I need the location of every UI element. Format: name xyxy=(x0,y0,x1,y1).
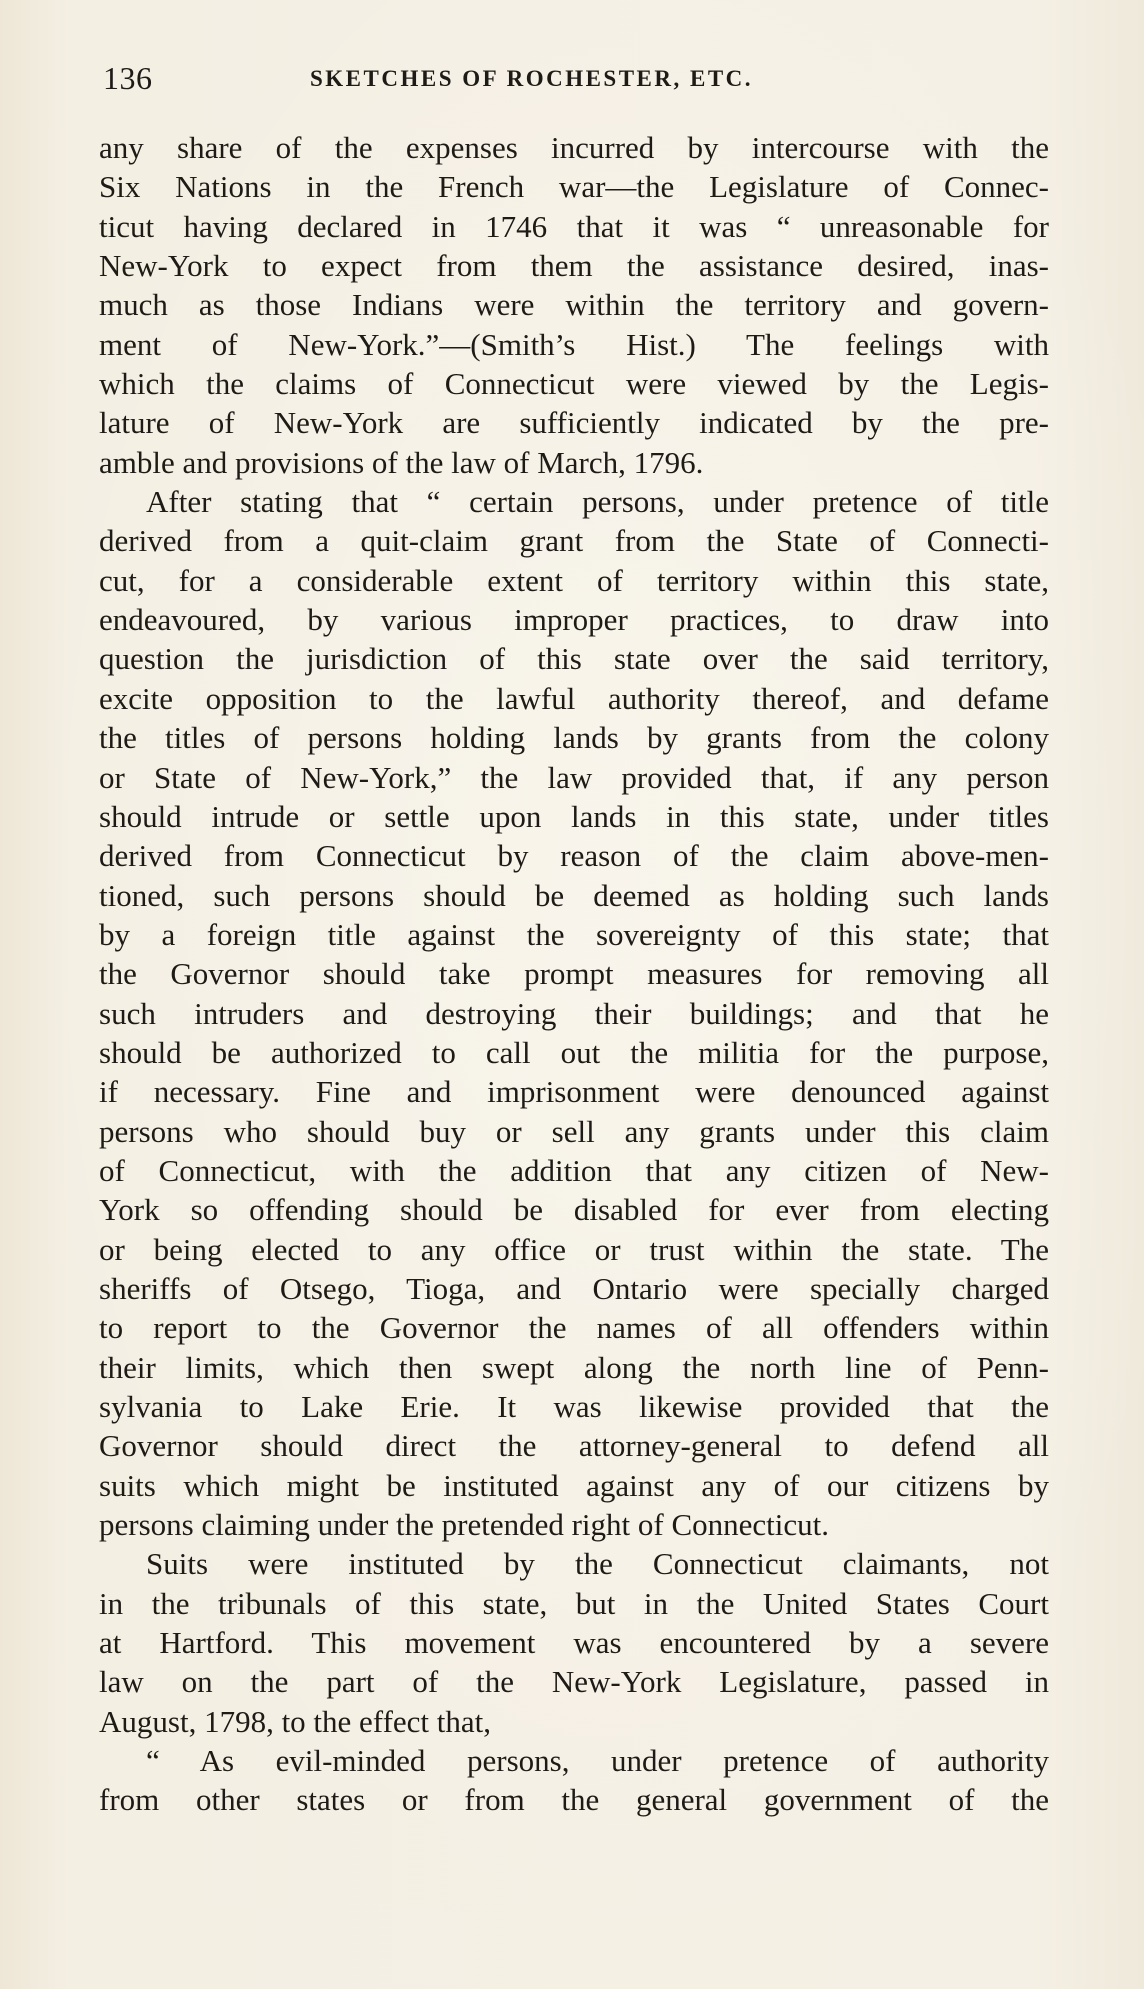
page-header xyxy=(100,58,1045,98)
text-line: the Governor should take prompt measures for removing all xyxy=(99,956,1049,992)
text-line: August, 1798, to the effect that, xyxy=(99,1703,492,1739)
text-line: Governor should direct the attorney-general to defend all xyxy=(99,1428,1049,1464)
text-line: which the claims of Connecticut were viewed by the Legis- xyxy=(99,366,1049,402)
text-line: derived from a quit-claim grant from the State of Connecti- xyxy=(99,523,1049,559)
text-line: to report to the Governor the names of all offenders within xyxy=(99,1310,1049,1346)
text-line: law on the part of the New-York Legislature, passed in xyxy=(99,1664,1049,1700)
text-line: at Hartford. This movement was encountered by a severe xyxy=(99,1625,1049,1661)
body-text xyxy=(99,128,1049,1820)
text-line: New-York to expect from them the assistance desired, inas- xyxy=(99,248,1049,284)
text-line: persons who should buy or sell any grants under this claim xyxy=(99,1113,1049,1149)
text-line: the titles of persons holding lands by grants from the colony xyxy=(99,720,1049,756)
text-line: Suits were instituted by the Connecticut claimants, not xyxy=(146,1546,1049,1582)
text-line: ticut having declared in 1746 that it was “ unreasonable for xyxy=(99,208,1049,244)
text-line: cut, for a considerable extent of territory within this state, xyxy=(99,562,1049,598)
text-line: suits which might be instituted against any of our citizens by xyxy=(99,1467,1049,1503)
text-line: or being elected to any office or trust within the state. The xyxy=(99,1231,1049,1267)
text-line: derived from Connecticut by reason of the claim above-men- xyxy=(99,838,1049,874)
text-line: from other states or from the general government of the xyxy=(99,1782,1049,1818)
text-line: tioned, such persons should be deemed as holding such lands xyxy=(99,877,1049,913)
running-head: SKETCHES OF ROCHESTER, ETC. xyxy=(310,66,754,91)
text-line: such intruders and destroying their buildings; and that he xyxy=(99,995,1049,1031)
text-line: should intrude or settle upon lands in this state, under titles xyxy=(99,798,1049,834)
text-line: should be authorized to call out the militia for the purpose, xyxy=(99,1034,1049,1070)
text-line: York so offending should be disabled for ever from electing xyxy=(99,1192,1049,1228)
text-line: sheriffs of Otsego, Tioga, and Ontario were specially charged xyxy=(99,1270,1049,1306)
text-line: their limits, which then swept along the north line of Penn- xyxy=(99,1349,1049,1385)
text-line: After stating that “ certain persons, under pretence of title xyxy=(146,484,1049,520)
text-line: amble and provisions of the law of March, 1796. xyxy=(99,444,704,480)
text-line: question the jurisdiction of this state over the said territory, xyxy=(99,641,1049,677)
text-line: Six Nations in the French war—the Legislature of Connec- xyxy=(99,169,1049,205)
page-number: 136 xyxy=(103,60,153,96)
text-line: excite opposition to the lawful authority thereof, and defame xyxy=(99,680,1049,716)
text-line: by a foreign title against the sovereignty of this state; that xyxy=(99,916,1049,952)
text-line: “ As evil-minded persons, under pretence of authority xyxy=(146,1743,1049,1779)
text-line: lature of New-York are sufficiently indicated by the pre- xyxy=(99,405,1049,441)
text-line: endeavoured, by various improper practices, to draw into xyxy=(99,602,1049,638)
text-line: if necessary. Fine and imprisonment were denounced against xyxy=(99,1074,1049,1110)
text-line: any share of the expenses incurred by intercourse with the xyxy=(99,130,1049,165)
text-line: in the tribunals of this state, but in the United States Court xyxy=(99,1585,1049,1621)
text-line: ment of New-York.”—(Smith’s Hist.) The feelings with xyxy=(99,326,1049,362)
text-line: much as those Indians were within the territory and govern- xyxy=(99,287,1049,323)
text-line: or State of New-York,” the law provided that, if any person xyxy=(99,759,1049,795)
text-line: sylvania to Lake Erie. It was likewise provided that the xyxy=(99,1389,1049,1424)
text-line: persons claiming under the pretended right of Connecticut. xyxy=(99,1507,830,1543)
text-line: of Connecticut, with the addition that any citizen of New- xyxy=(99,1152,1049,1188)
